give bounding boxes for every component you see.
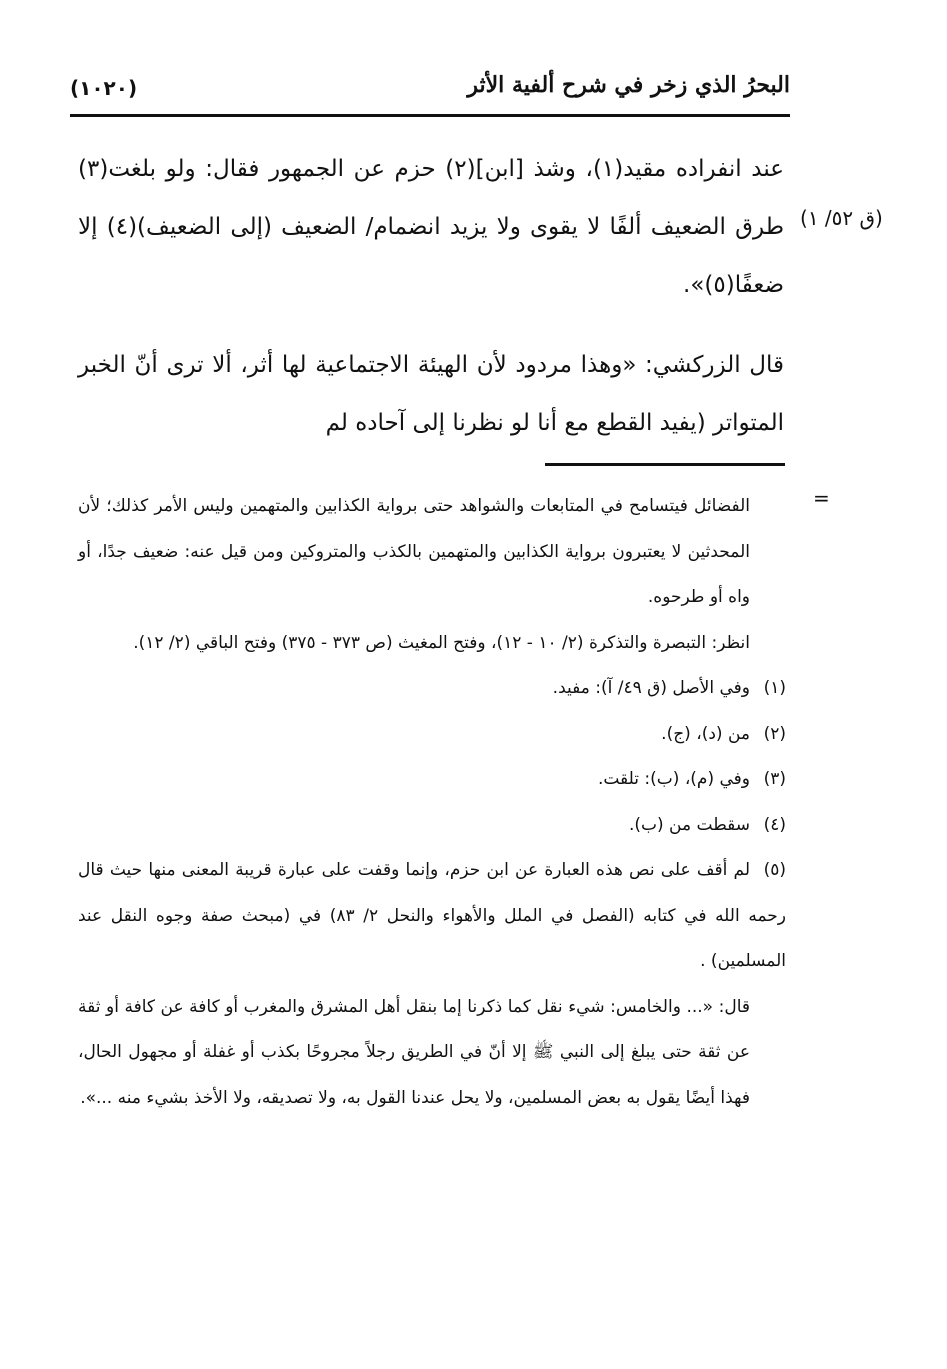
header-rule (70, 114, 790, 117)
main-paragraph-2: قال الزركشي: «وهذا مردود لأن الهيئة الاجتماعية لها أثر، ألا ترى أنّ الخبر المتواتر (يفيد القطع مع أنا لو نظرنا إلى آحاده لم (78, 352, 784, 436)
footnote-number: (٢) (763, 723, 786, 744)
page-number: (١٠٢٠) (70, 76, 138, 100)
footnote-item (78, 757, 786, 803)
footnote-text: من (د)، (ج). (661, 723, 750, 744)
running-title: البحرُ الذي زخر في شرح ألفية الأثر (467, 72, 790, 98)
page-header (70, 72, 790, 114)
footnote-text: وفي الأصل (ق ٤٩/ آ): مفيد. (552, 678, 750, 698)
footnotes (78, 484, 786, 1121)
footnote-number: (٣) (763, 769, 786, 789)
footnote-text: لم أقف على نص هذه العبارة عن ابن حزم، وإنما وقفت على عبارة قريبة المعنى منها حيث قال رحمه الله في كتابه (الفصل في الملل والأهواء والنحل ٢/ ٨٣) في (مبحث صفة وجوه النقل عند المسلمين) . (78, 860, 786, 971)
main-text (78, 140, 784, 452)
footnote-number: (٤) (763, 814, 786, 835)
footnote-text: سقطت من (ب). (628, 814, 750, 835)
footnote-item (78, 666, 786, 712)
footnote-number: (١) (763, 678, 786, 698)
footnote-item (78, 803, 786, 849)
footnote-item (78, 848, 786, 985)
footnote-quote: قال: «... والخامس: شيء نقل كما ذكرنا إما بنقل أهل المشرق والمغرب أو كافة عن كافة أو ثقة عن ثقة حتى يبلغ إلى النبي ﷺ إلا أنّ في الطريق رجلاً مجروحًا بكذب أو غفلة أو مجهول الحال، فهذا أيضًا يقول به بعض المسلمين، ولا يحل عندنا القول به، ولا تصديقه، ولا الأخذ بشيء منه ...». (78, 996, 750, 1108)
footnote-continuation-refs: انظر: التبصرة والتذكرة (٢/ ١٠ - ١٢)، وفتح المغيث (ص ٣٧٣ - ٣٧٥) وفتح الباقي (٢/ ١٢). (133, 632, 750, 653)
main-paragraph-1: عند انفراده مقيد(١)، وشذ [ابن](٢) حزم عن الجمهور فقال: ولو بلغت(٣) طرق الضعيف ألفًا لا يقوى ولا يزيد انضمام/ الضعيف (إلى الضعيف)(٤) إلا ضعفًا(٥)». (78, 156, 784, 298)
footnote-continuation: الفضائل فيتسامح في المتابعات والشواهد حتى برواية الكذابين والمتهمين وليس الأمر كذلك؛ لأن المحدثين لا يعتبرون برواية الكذابين والمتهمين بالكذب والمتروكين ومن قيل عنه: ضعيف جدًا، أو واه أو طرحوه. (78, 496, 750, 607)
manuscript-folio-ref: (ق ٥٢/ ١) (800, 206, 883, 230)
footnote-separator (545, 463, 785, 466)
footnote-text: وفي (م)، (ب): تلقت. (597, 769, 750, 789)
footnote-number: (٥) (763, 860, 786, 880)
footnote-item (78, 712, 786, 758)
footnote-continuation-marker: = (813, 486, 830, 510)
